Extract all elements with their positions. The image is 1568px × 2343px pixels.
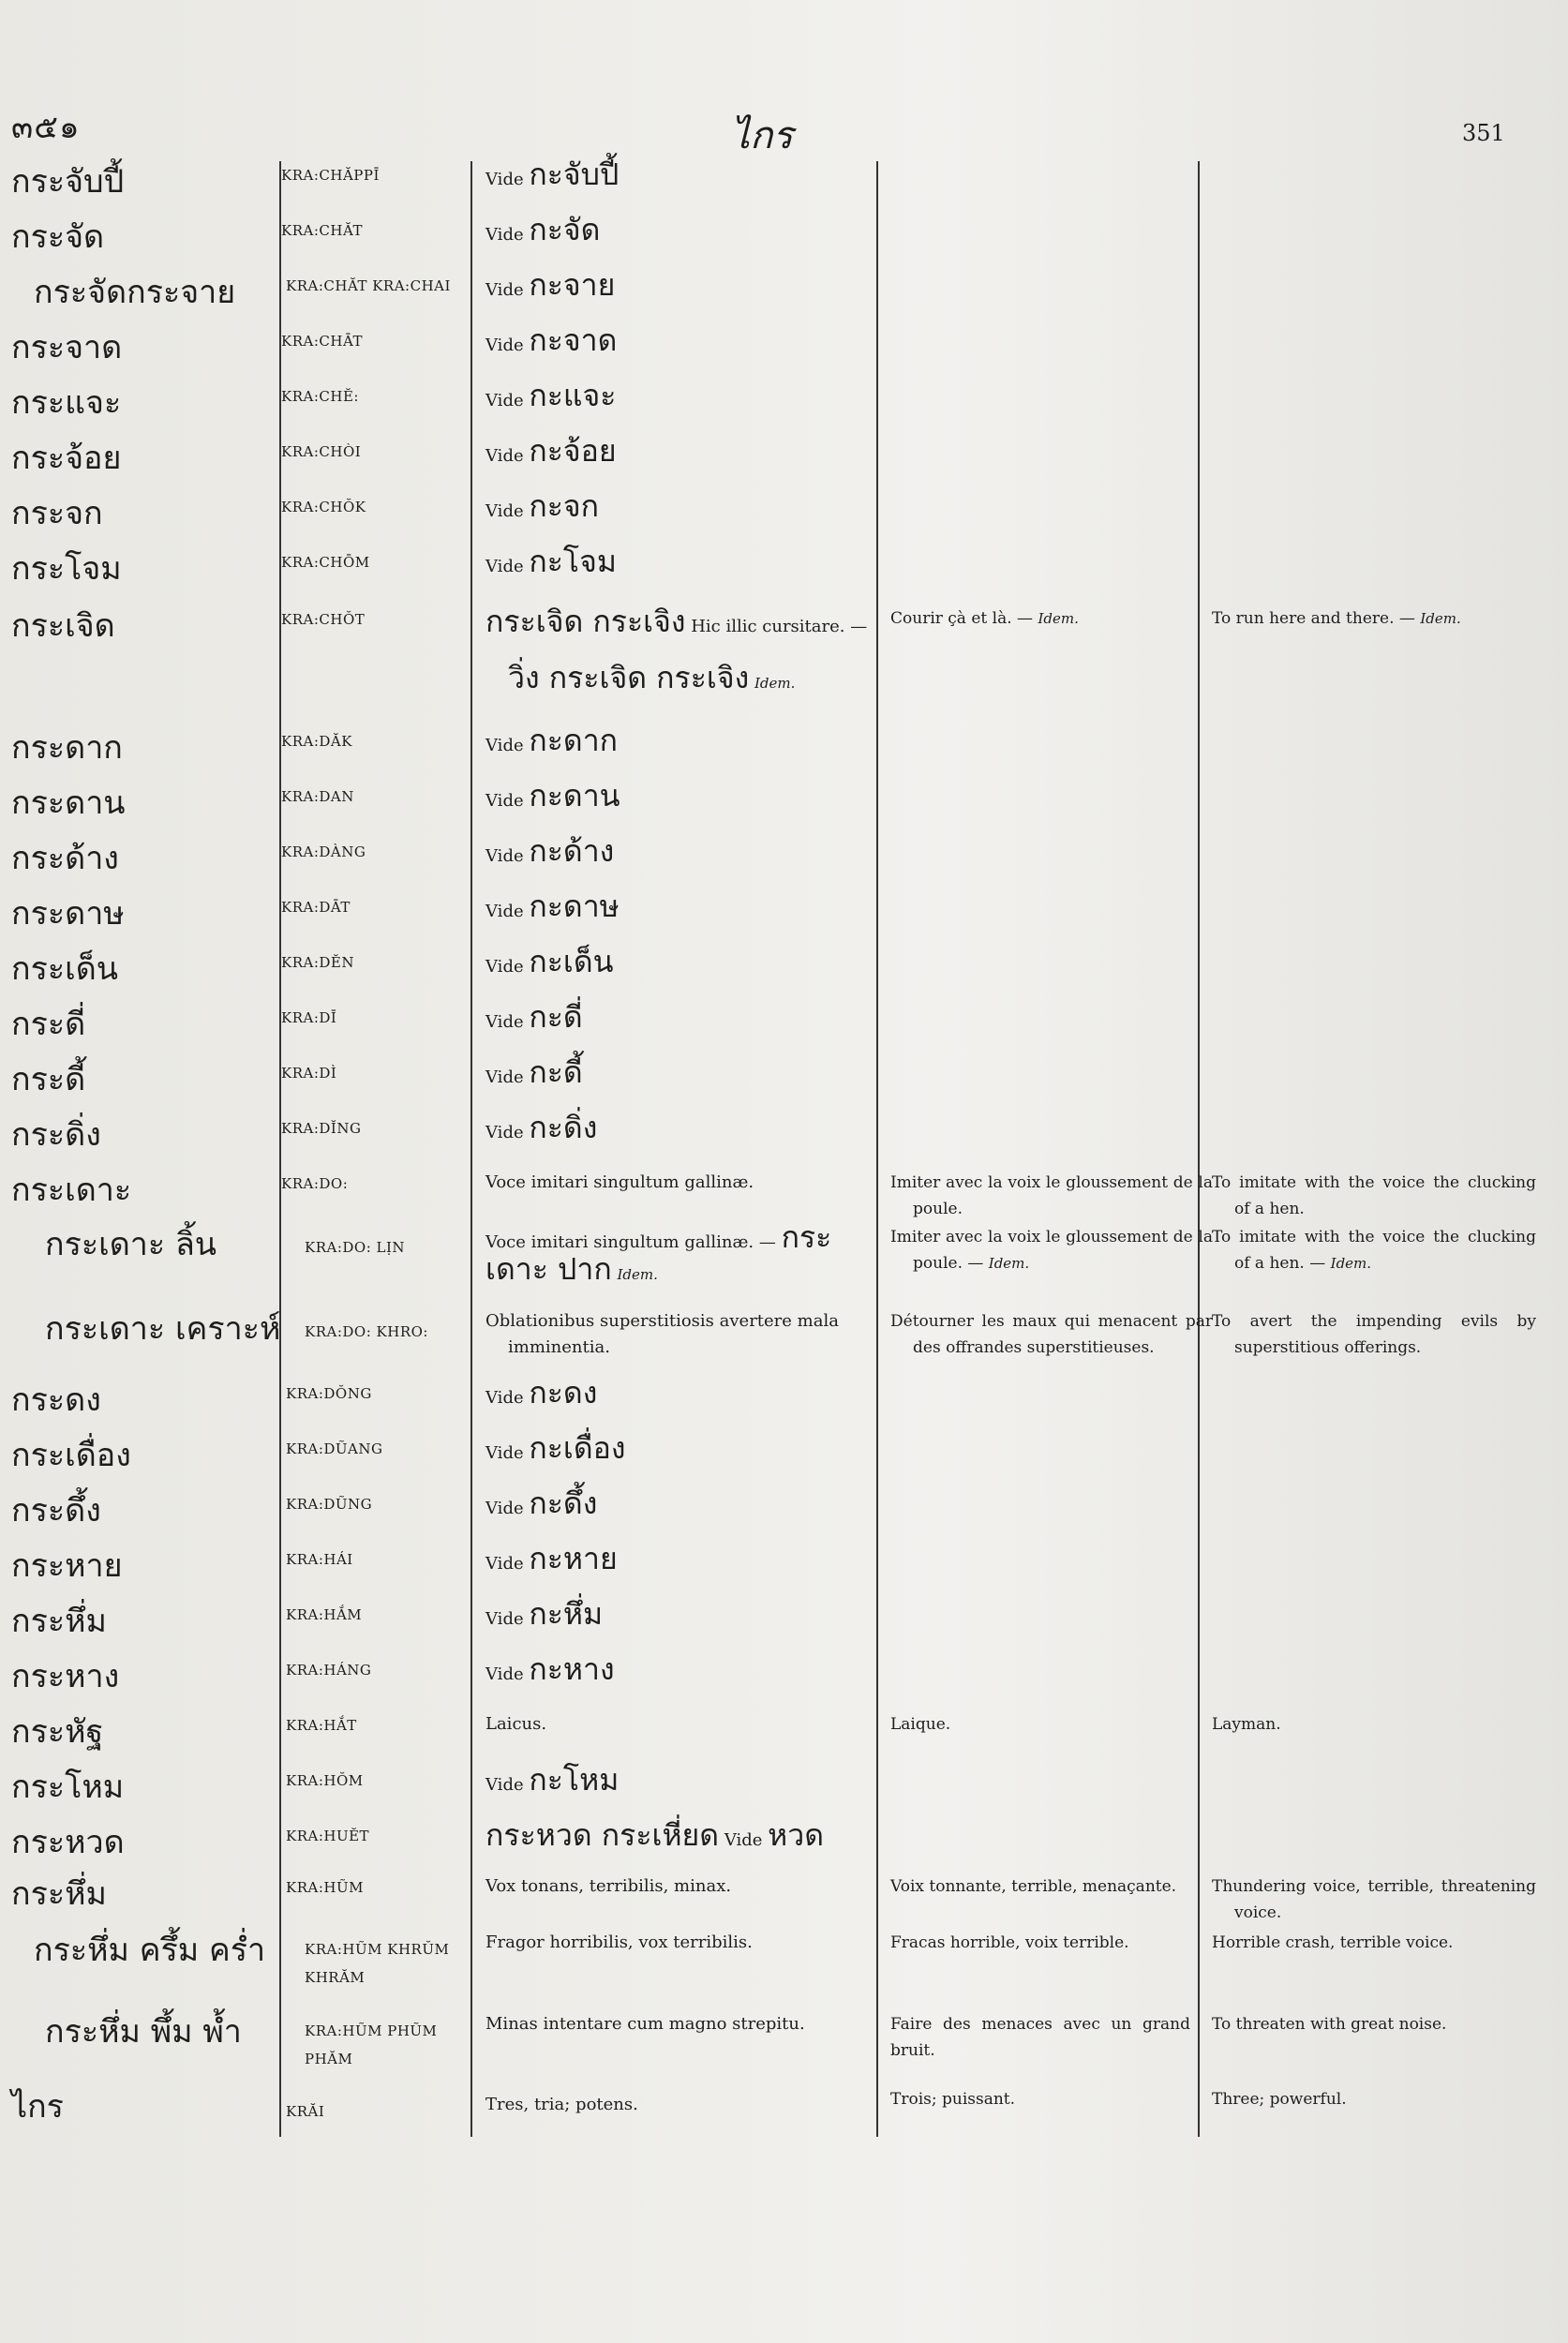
- english-definition: Thundering voice, terrible, threatening voice.: [1212, 1877, 1536, 1922]
- cross-reference: กะดิ่ง: [529, 1110, 598, 1145]
- romanization: KRA:HẮT: [286, 1717, 357, 1734]
- headword: กระแจะ: [11, 384, 122, 422]
- romanization: KRA:DŎNG: [286, 1385, 372, 1402]
- headword: กระเดื่อง: [11, 1437, 131, 1474]
- romanization: KRA:DO:: [281, 1175, 349, 1192]
- vide-label: Vide: [485, 1067, 524, 1087]
- cross-reference: กะดาน: [529, 778, 620, 813]
- romanization: KRA:HẮM: [286, 1606, 363, 1623]
- latin-definition: Vox tonans, terribilis, minax.: [485, 1876, 732, 1896]
- headword: กระหวด: [11, 1824, 125, 1861]
- cross-reference: กะจับปี้: [529, 157, 620, 192]
- vide-label: Vide: [485, 791, 524, 811]
- romanization: KRA:DĪ: [281, 1009, 337, 1026]
- latin-definition: Laicus.: [485, 1714, 547, 1734]
- idem-label: Idem.: [617, 1266, 658, 1283]
- page-number: 351: [1462, 120, 1505, 146]
- latin-definition: [485, 1762, 870, 1798]
- latin-definition: [485, 1430, 870, 1467]
- romanization: KRA:CHŌM: [281, 554, 370, 571]
- latin-text: Hic illic cursitare. —: [691, 617, 868, 636]
- english-definition: [1212, 1224, 1536, 1276]
- cross-reference: กะเด็น: [529, 944, 614, 979]
- cross-reference: กะจัด: [529, 212, 601, 247]
- romanization: KRĂI: [286, 2103, 325, 2120]
- latin-definition: [485, 1596, 870, 1633]
- english-definition: Horrible crash, terrible voice.: [1212, 1933, 1454, 1952]
- vide-label: Vide: [485, 1609, 524, 1629]
- vide-label: Vide: [485, 1664, 524, 1684]
- english-text: To imitate with the voice the clucking of a hen. —: [1212, 1228, 1536, 1273]
- headword: กระดึ้ง: [11, 1492, 101, 1530]
- cross-reference: กะดึ้ง: [529, 1485, 598, 1521]
- vide-label: Vide: [485, 1123, 524, 1142]
- cross-reference: กะหึ่ม: [529, 1596, 604, 1632]
- vide-label: Vide: [485, 846, 524, 866]
- romanization: KRA:CHĂPPĪ: [281, 167, 380, 184]
- latin-definition: [485, 1375, 870, 1411]
- cross-reference: กะโหม: [529, 1762, 620, 1798]
- english-definition: [1212, 605, 1514, 632]
- vide-label: Vide: [485, 957, 524, 977]
- idem-label: Idem.: [754, 675, 796, 692]
- french-definition: Imiter avec la voix le gloussement de la poule.: [890, 1173, 1213, 1218]
- french-definition: Fracas horrible, voix terrible.: [890, 1933, 1129, 1952]
- english-definition: To imitate with the voice the clucking of a hen.: [1212, 1173, 1536, 1218]
- cross-reference: กะดาก: [529, 723, 619, 758]
- latin-thai-phrase: กระเจิด กระเจิง: [485, 604, 686, 639]
- vide-label: Vide: [485, 446, 524, 466]
- romanization: KRA:HŨM KHRŬM KHRĂM: [305, 1941, 450, 1986]
- latin-definition: [485, 157, 870, 193]
- headword: กระเดาะ: [11, 1172, 132, 1209]
- headword: กระดี่: [11, 1006, 86, 1043]
- latin-definition: [485, 944, 870, 980]
- headword: กระโจม: [11, 550, 122, 588]
- headword: กระหึ่ม: [11, 1603, 107, 1640]
- headword: กระหึ่ม ครึ้ม คร่ำ: [34, 1932, 266, 1969]
- romanization: KRA:DÌ: [281, 1065, 337, 1082]
- cross-reference: หวด: [768, 1817, 825, 1853]
- cross-reference: กะดาษ: [529, 888, 620, 924]
- french-definition: [890, 605, 1190, 632]
- headword: กระจก: [11, 495, 103, 532]
- latin-definition: Oblationibus superstitiosis avertere mala imminentia.: [485, 1311, 839, 1357]
- running-head: ไกร: [731, 114, 793, 157]
- latin-definition: [485, 433, 870, 470]
- romanization: KRA:DAN: [281, 788, 354, 805]
- romanization: KRA:DÀNG: [281, 843, 366, 860]
- romanization: KRA:CHĂT KRA:CHAI: [286, 277, 451, 294]
- latin-definition: [485, 378, 870, 414]
- vide-label: Vide: [485, 391, 524, 410]
- latin-definition: [485, 778, 870, 814]
- vide-label: Vide: [485, 1443, 524, 1463]
- french-definition: Détourner les maux qui menacent par des offrandes superstitieuses.: [890, 1312, 1213, 1357]
- romanization: KRA:DŨNG: [286, 1496, 373, 1513]
- headword: กระเจิด: [11, 607, 115, 645]
- headword: กระดาก: [11, 729, 123, 767]
- romanization: KRA:HŎM: [286, 1772, 364, 1789]
- romanization: KRA:HŨM PHŨM PHĂM: [305, 2022, 438, 2067]
- headword: กระเดาะ เคราะห์: [45, 1310, 281, 1348]
- cross-reference: กะเดื่อง: [529, 1430, 626, 1466]
- latin-thai-phrase-2: วิ่ง กระเจิด กระเจิง: [508, 660, 750, 695]
- cross-reference: กะจ้อย: [529, 433, 617, 469]
- latin-definition: [485, 212, 870, 248]
- romanization: KRA:DĔN: [281, 954, 354, 971]
- headword: ไกร: [11, 2088, 64, 2126]
- vide-label: Vide: [485, 1388, 524, 1408]
- latin-definition: [485, 488, 870, 525]
- french-text: Courir çà et là. —: [890, 609, 1034, 628]
- latin-definition: [485, 833, 870, 870]
- english-definition: To avert the impending evils by superstitious offerings.: [1212, 1312, 1536, 1357]
- idem-label: Idem.: [1038, 610, 1079, 627]
- romanization: KRA:DO: LỊN: [305, 1239, 406, 1256]
- vide-label: Vide: [485, 1775, 524, 1795]
- headword: กระจ้อย: [11, 440, 122, 477]
- headword: กระด้าง: [11, 840, 119, 877]
- romanization: KRA:DĬNG: [281, 1120, 362, 1137]
- cross-reference: กะแจะ: [529, 378, 617, 413]
- cross-reference: กะจก: [529, 488, 600, 524]
- headword: กระจัด: [11, 218, 105, 256]
- cross-reference: กะหาย: [529, 1541, 618, 1576]
- headword: กระดี้: [11, 1061, 86, 1098]
- vide-label: Vide: [485, 1554, 524, 1574]
- vide-label: Vide: [485, 501, 524, 521]
- latin-definition: [485, 1651, 870, 1688]
- headword: กระหัฐ: [11, 1713, 104, 1751]
- romanization: KRA:CHĔ:: [281, 388, 359, 405]
- cross-reference: กะจาด: [529, 322, 618, 358]
- idem-label: Idem.: [1420, 610, 1461, 627]
- headword: กระจับปี้: [11, 163, 125, 201]
- vide-label: Vide: [485, 902, 524, 921]
- column-rule: [1198, 161, 1200, 2137]
- headword: กระโหม: [11, 1768, 125, 1806]
- latin-definition: [485, 596, 870, 709]
- idem-label: Idem.: [988, 1255, 1030, 1272]
- latin-definition: Fragor horribilis, vox terribilis.: [485, 1933, 753, 1952]
- headword: กระหาย: [11, 1547, 123, 1585]
- vide-label: Vide: [485, 225, 524, 245]
- latin-definition: [485, 1219, 870, 1288]
- romanization: KRA:HÁI: [286, 1551, 353, 1568]
- idem-label: Idem.: [1330, 1255, 1372, 1272]
- romanization: KRA:DĀT: [281, 899, 351, 916]
- english-definition: To threaten with great noise.: [1212, 2015, 1447, 2034]
- romanization: KRA:HŨM: [286, 1879, 364, 1896]
- latin-definition: [485, 888, 870, 925]
- page-number-thai: ๓๕๑: [11, 109, 81, 146]
- vide-label: Vide: [485, 1012, 524, 1032]
- latin-definition: [485, 1541, 870, 1577]
- latin-definition: [485, 1054, 870, 1091]
- latin-thai-phrase: กระเดาะ ปาก: [485, 1219, 832, 1287]
- romanization: KRA:HÁNG: [286, 1662, 372, 1679]
- vide-label: Vide: [485, 170, 524, 189]
- french-definition: Faire des menaces avec un grand bruit.: [890, 2015, 1190, 2060]
- headword: กระดาษ: [11, 895, 125, 933]
- cross-reference: กะหาง: [529, 1651, 615, 1687]
- latin-definition: [485, 544, 870, 580]
- vide-label: Vide: [485, 280, 524, 300]
- cross-reference: กะโจม: [529, 544, 617, 579]
- latin-definition: Voce imitari singultum gallinæ.: [485, 1172, 754, 1192]
- english-text: To run here and there. —: [1212, 609, 1415, 628]
- vide-label: Vide: [724, 1830, 763, 1850]
- english-definition: Layman.: [1212, 1715, 1281, 1734]
- latin-definition: [485, 267, 870, 304]
- french-definition: Voix tonnante, terrible, menaçante.: [890, 1877, 1177, 1896]
- latin-text: Voce imitari singultum gallinæ. —: [485, 1232, 776, 1252]
- vide-label: Vide: [485, 557, 524, 576]
- romanization: KRA:CHĂT: [281, 222, 363, 239]
- romanization: KRA:CHŎT: [281, 611, 366, 628]
- cross-reference: กะจาย: [529, 267, 616, 303]
- french-text: Imiter avec la voix le gloussement de la poule. —: [890, 1228, 1213, 1273]
- vide-label: Vide: [485, 1499, 524, 1518]
- headword: กระเด็น: [11, 950, 119, 988]
- cross-reference: กะดี้: [529, 1054, 583, 1090]
- headword: กระจาด: [11, 329, 123, 366]
- romanization: KRA:CHÒI: [281, 443, 362, 460]
- romanization: KRA:HUĔT: [286, 1828, 370, 1844]
- latin-definition: [485, 1817, 870, 1854]
- headword: กระดง: [11, 1381, 101, 1419]
- latin-thai-phrase: กระหวด กระเหี่ยด: [485, 1817, 720, 1853]
- vide-label: Vide: [485, 736, 524, 755]
- latin-definition: Tres, tria; potens.: [485, 2095, 638, 2114]
- headword: กระดิ่ง: [11, 1116, 101, 1154]
- latin-definition: [485, 1110, 870, 1146]
- headword: กระจัดกระจาย: [34, 274, 236, 311]
- headword: กระหึ่ม พึ้ม พ้ำ: [45, 2013, 242, 2051]
- latin-definition: [485, 1485, 870, 1522]
- romanization: KRA:CHĀT: [281, 333, 363, 350]
- romanization: KRA:DĂK: [281, 733, 352, 750]
- headword: กระหึ่ม: [11, 1875, 107, 1913]
- headword: กระดาน: [11, 784, 126, 822]
- headword: กระเดาะ ลิ้น: [45, 1226, 217, 1263]
- headword: กระหาง: [11, 1658, 120, 1695]
- romanization: KRA:CHŎK: [281, 499, 366, 515]
- vide-label: Vide: [485, 336, 524, 355]
- cross-reference: กะดี่: [529, 999, 583, 1035]
- french-definition: [890, 1224, 1213, 1276]
- cross-reference: กะด้าง: [529, 833, 615, 869]
- latin-definition: Minas intentare cum magno strepitu.: [485, 2014, 805, 2034]
- romanization: KRA:DŨANG: [286, 1440, 383, 1457]
- english-definition: Three; powerful.: [1212, 2090, 1347, 2109]
- latin-definition: [485, 999, 870, 1036]
- french-definition: Trois; puissant.: [890, 2090, 1016, 2109]
- romanization: KRA:DO: KHRO:: [305, 1323, 428, 1340]
- latin-definition: [485, 322, 870, 359]
- cross-reference: กะดง: [529, 1375, 598, 1410]
- column-rule: [876, 161, 878, 2137]
- french-definition: Laique.: [890, 1715, 951, 1734]
- latin-definition: [485, 723, 870, 759]
